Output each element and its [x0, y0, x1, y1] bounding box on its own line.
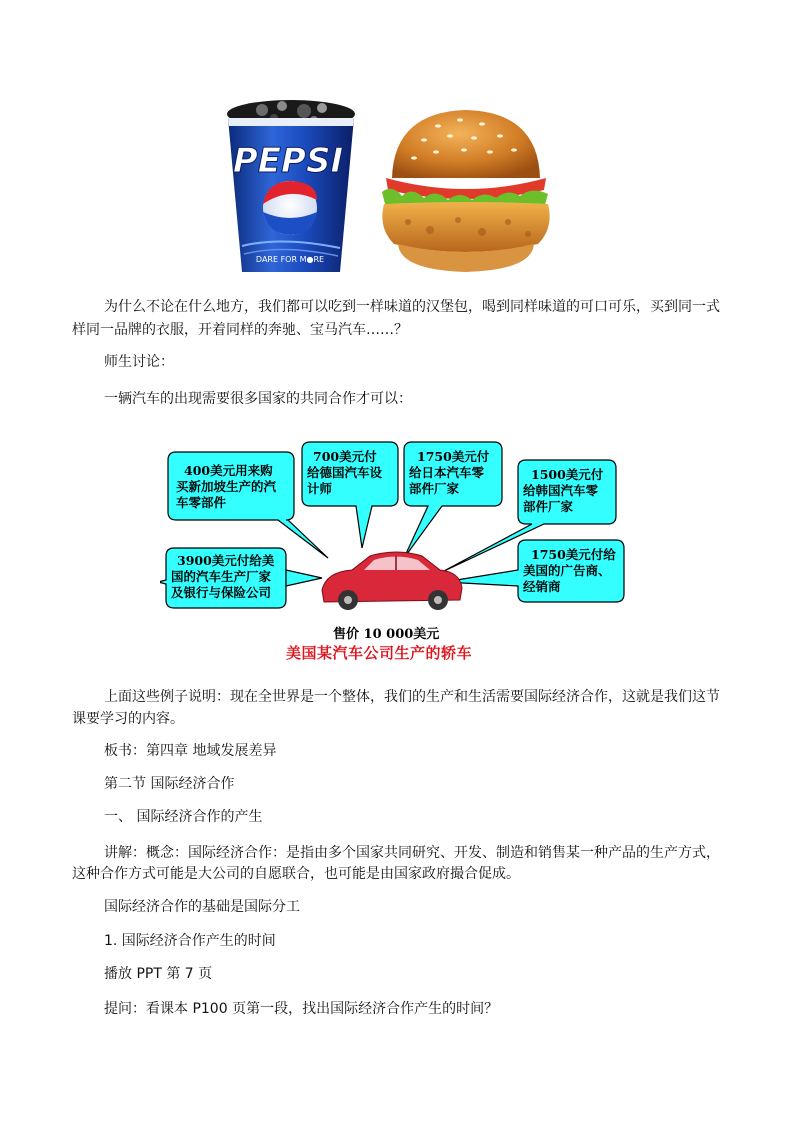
- cup-brand-text: PEPSI: [232, 141, 344, 181]
- callout-text-germany: 700美元付 给德国汽车设 计师: [307, 449, 383, 496]
- callout-text-japan: 1750美元付 给日本汽车零 部件厂家: [409, 449, 490, 496]
- paragraph-car-intro: 一辆汽车的出现需要很多国家的共同合作才可以：: [104, 391, 412, 407]
- subsection-title: 一、 国际经济合作的产生: [104, 809, 263, 825]
- paragraph-question-line2: 样同一品牌的衣服，开着同样的奔驰、宝马汽车……？: [72, 322, 408, 338]
- car-caption: 美国某汽车公司生产的轿车: [286, 644, 473, 662]
- callout-text-korea: 1500美元付 给韩国汽车零 部件厂家: [523, 467, 604, 514]
- paragraph-conclusion-line2: 课要学习的内容。: [72, 711, 184, 727]
- cup-slogan-text: DARE FOR M●RE: [255, 255, 325, 264]
- pepsi-cup-photo: [222, 96, 360, 276]
- blackboard-chapter: 板书：第四章 地域发展差异: [104, 743, 277, 759]
- paragraph-question-line1: 为什么不论在什么地方，我们都可以吃到一样味道的汉堡包，喝到同样味道的可口可乐，买到同一式: [104, 299, 720, 315]
- section-title: 第二节 国际经济合作: [104, 776, 235, 792]
- burger-photo: [378, 104, 552, 276]
- paragraph-concept-line1: 讲解：概念：国际经济合作：是指由多个国家共同研究、开发、制造和销售某一种产品的生产方式，: [104, 845, 720, 861]
- callout-text-singapore: 400美元用来购 买新加坡生产的汽 车零部件: [176, 463, 277, 510]
- callout-text-usa-ads: 1750美元付给 美国的广告商、 经销商: [523, 547, 616, 594]
- car-price-label: 售价 10 000美元: [333, 627, 440, 642]
- paragraph-question-time: 提问：看课本 P100 页第一段，找出国际经济合作产生的时间？: [104, 1001, 499, 1017]
- paragraph-discussion: 师生讨论：: [104, 354, 174, 370]
- paragraph-ppt: 播放 PPT 第 7 页: [104, 966, 213, 982]
- paragraph-conclusion-line1: 上面这些例子说明：现在全世界是一个整体，我们的生产和生活需要国际经济合作，这就是我们这节: [104, 689, 720, 705]
- callout-tail-usa-maker: [286, 570, 322, 586]
- paragraph-basis: 国际经济合作的基础是国际分工: [104, 899, 300, 915]
- paragraph-concept-line2: 这种合作方式可能是大公司的自愿联合，也可能是由国家政府撮合促成。: [72, 866, 520, 882]
- sedan-car-icon: [322, 552, 462, 610]
- callout-text-usa-maker: 3900美元付给美 国的汽车生产厂家 及银行与保险公司: [171, 553, 275, 600]
- list-item-time: 1. 国际经济合作产生的时间: [104, 933, 276, 949]
